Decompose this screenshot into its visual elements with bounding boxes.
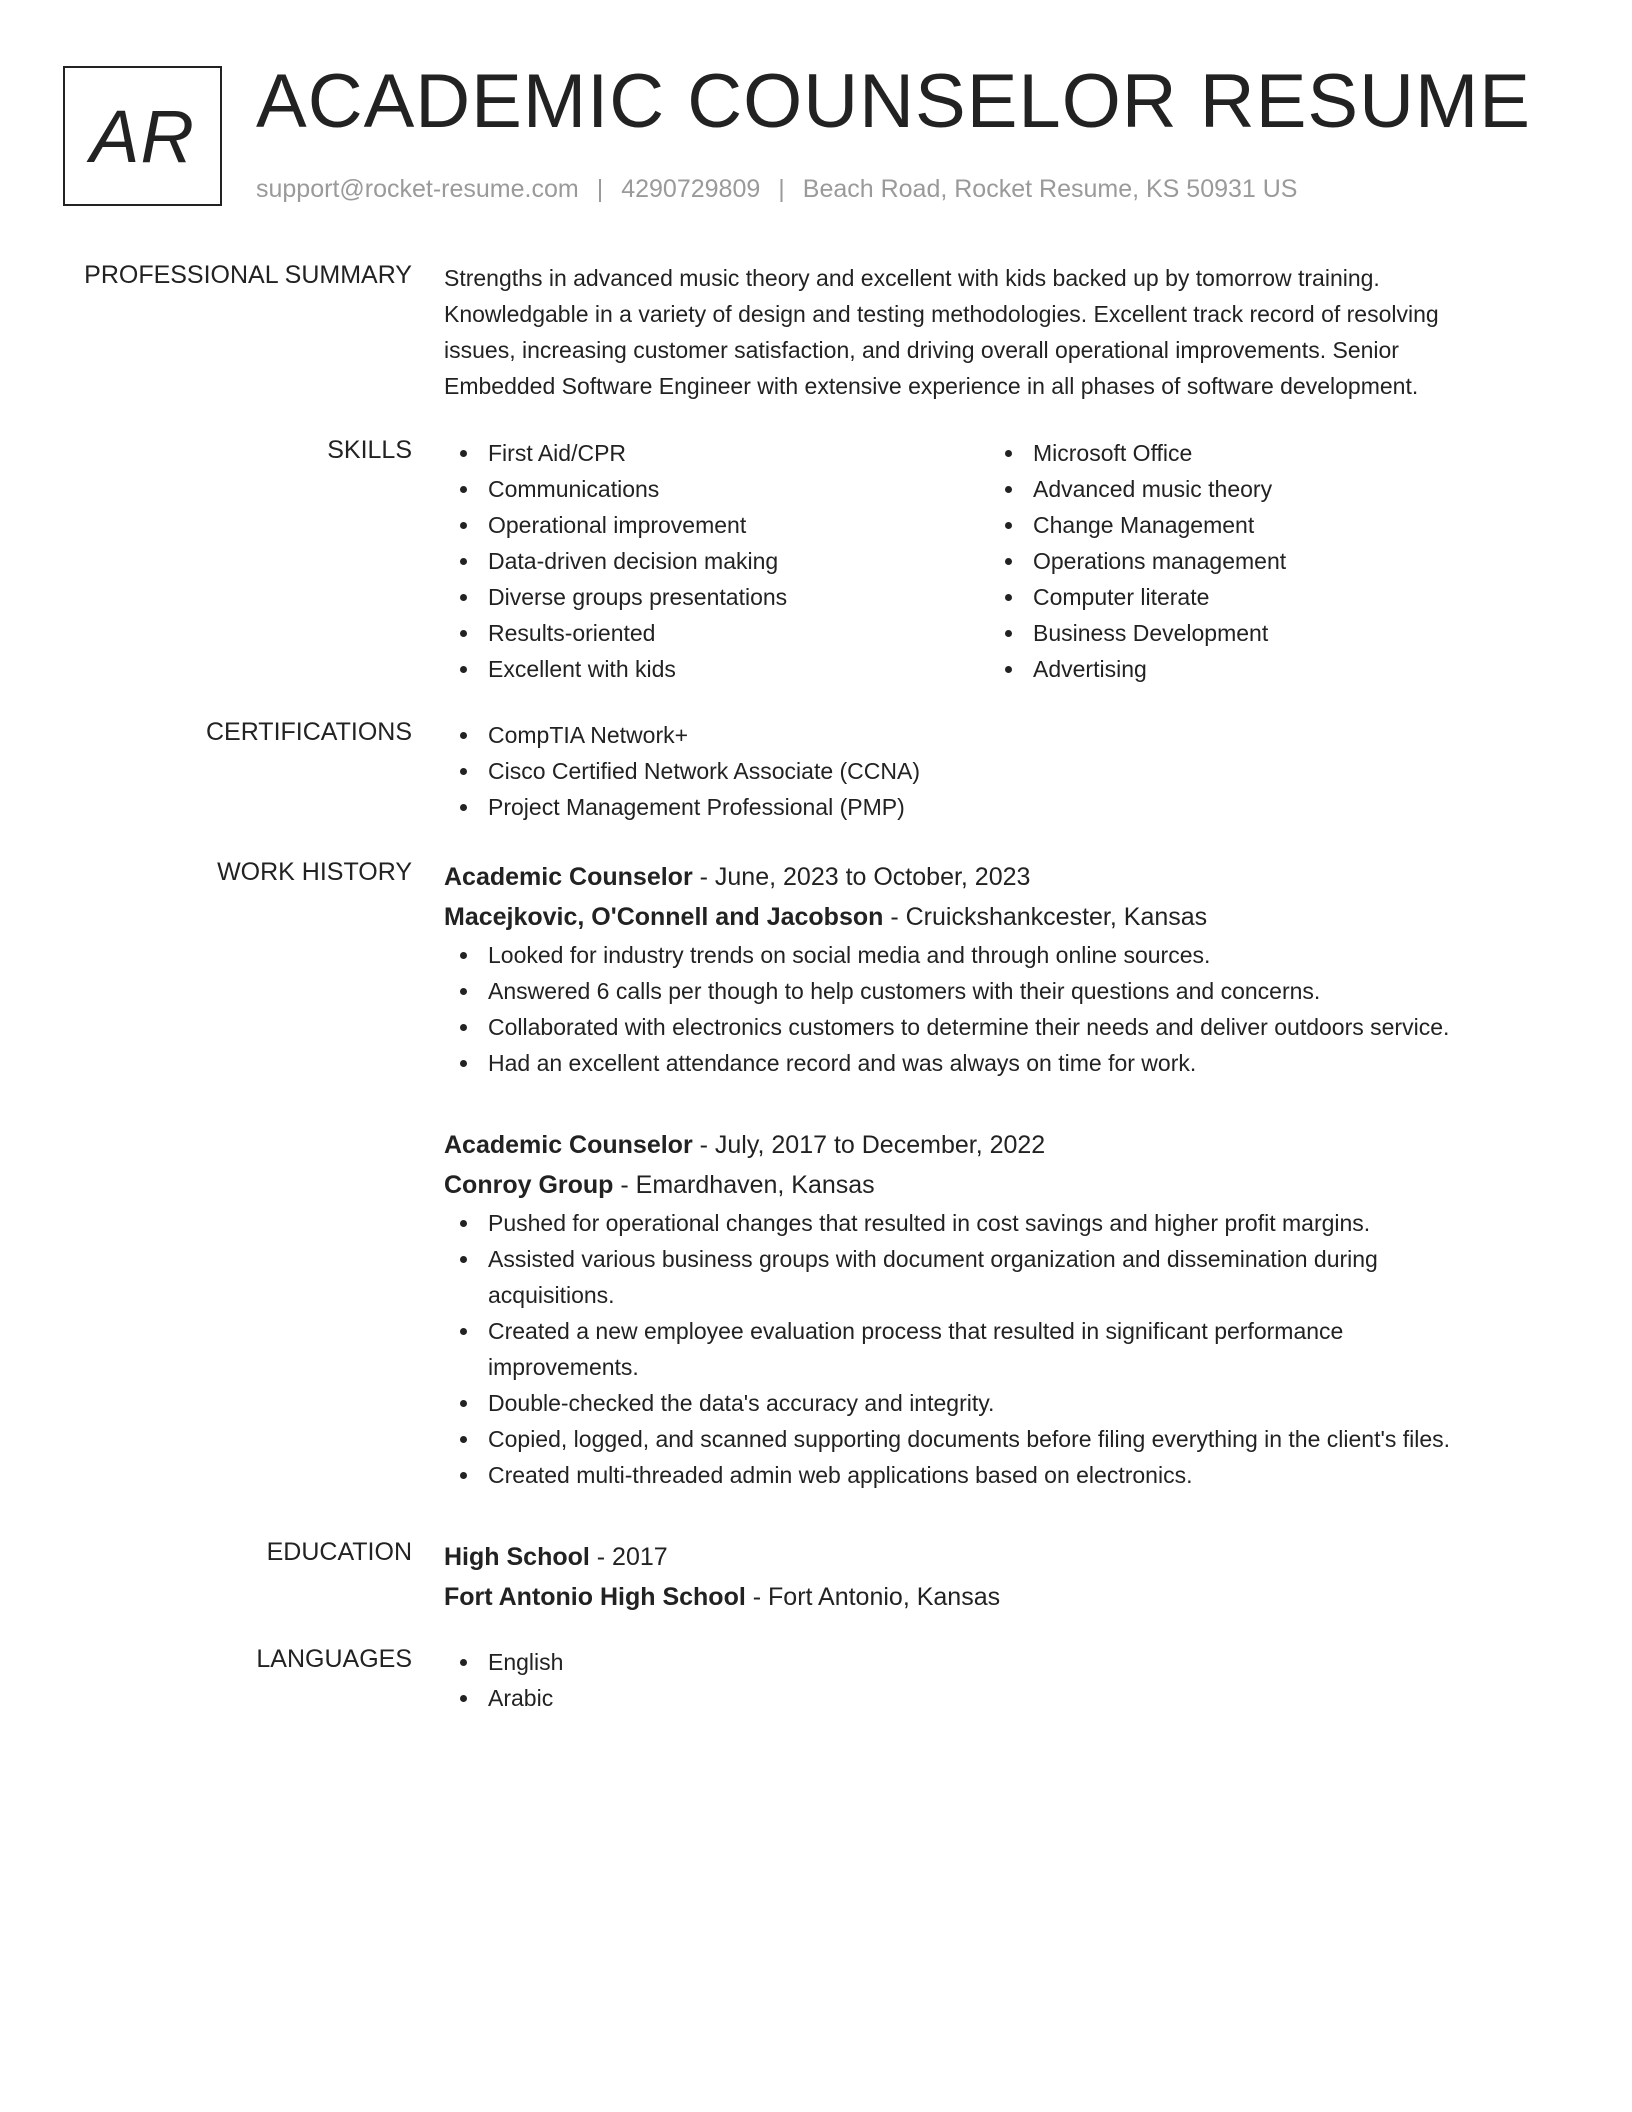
section-label-languages: LANGUAGES bbox=[256, 1645, 412, 1673]
section-label-summary: PROFESSIONAL SUMMARY bbox=[84, 261, 412, 289]
job-dates: - July, 2017 to December, 2022 bbox=[692, 1131, 1046, 1159]
languages-list bbox=[444, 1644, 1534, 1716]
contact-line bbox=[256, 174, 1297, 204]
job-bullet: Pushed for operational changes that resulted in cost savings and higher profit margins. bbox=[444, 1205, 1484, 1241]
summary-text bbox=[444, 260, 1534, 404]
skill-item: Business Development bbox=[989, 615, 1534, 651]
education-school: Fort Antonio High School bbox=[444, 1583, 746, 1611]
job-company: Macejkovic, O'Connell and Jacobson bbox=[444, 903, 884, 931]
job-title: Academic Counselor bbox=[444, 1131, 693, 1159]
section-label-education: EDUCATION bbox=[266, 1538, 412, 1566]
job-entry bbox=[444, 1125, 1534, 1493]
job-bullet: Looked for industry trends on social media and through online sources. bbox=[444, 937, 1534, 973]
job-dates: - June, 2023 to October, 2023 bbox=[692, 863, 1031, 891]
skills-column-left bbox=[444, 435, 989, 687]
contact-email: support@rocket-resume.com bbox=[256, 175, 579, 203]
skill-item: First Aid/CPR bbox=[444, 435, 989, 471]
contact-address: Beach Road, Rocket Resume, KS 50931 US bbox=[802, 175, 1298, 203]
monogram-logo: AR bbox=[63, 66, 222, 206]
job-location: - Cruickshankcester, Kansas bbox=[883, 903, 1208, 931]
skill-item: Results-oriented bbox=[444, 615, 989, 651]
certifications-list bbox=[444, 717, 1534, 825]
section-label-certifications: CERTIFICATIONS bbox=[205, 718, 412, 746]
summary-line: issues, increasing customer satisfaction, and driving overall operational improvements. Senior bbox=[444, 337, 1399, 363]
certification-item: Project Management Professional (PMP) bbox=[444, 789, 1534, 825]
job-bullet: Assisted various business groups with document organization and dissemination during acquisitions. bbox=[444, 1241, 1484, 1313]
job-bullet: Created a new employee evaluation process that resulted in significant performance improvements. bbox=[444, 1313, 1484, 1385]
summary-line: Strengths in advanced music theory and excellent with kids backed up by tomorrow training. bbox=[444, 265, 1380, 291]
skill-item: Operational improvement bbox=[444, 507, 989, 543]
job-title-line bbox=[444, 857, 1534, 897]
skill-item: Microsoft Office bbox=[989, 435, 1534, 471]
skill-item: Change Management bbox=[989, 507, 1534, 543]
contact-separator: | bbox=[596, 175, 604, 203]
job-title-line bbox=[444, 1125, 1534, 1165]
certification-item: CompTIA Network+ bbox=[444, 717, 1534, 753]
language-item: English bbox=[444, 1644, 1534, 1680]
job-company: Conroy Group bbox=[444, 1171, 614, 1199]
job-bullets bbox=[444, 937, 1534, 1081]
job-bullets bbox=[444, 1205, 1484, 1493]
job-entry bbox=[444, 857, 1534, 1081]
section-label-work: WORK HISTORY bbox=[217, 858, 412, 886]
summary-line: Embedded Software Engineer with extensive experience in all phases of software development. bbox=[444, 373, 1419, 399]
skills-column-right bbox=[989, 435, 1534, 687]
skills-list bbox=[444, 435, 1534, 687]
job-location: - Emardhaven, Kansas bbox=[613, 1171, 875, 1199]
job-bullet: Answered 6 calls per though to help customers with their questions and concerns. bbox=[444, 973, 1534, 1009]
job-bullet: Copied, logged, and scanned supporting documents before filing everything in the client's files. bbox=[444, 1421, 1484, 1457]
education-school-line bbox=[444, 1577, 1534, 1617]
education-entry bbox=[444, 1537, 1534, 1617]
education-degree-line bbox=[444, 1537, 1534, 1577]
skill-item: Excellent with kids bbox=[444, 651, 989, 687]
skill-item: Communications bbox=[444, 471, 989, 507]
job-bullet: Had an excellent attendance record and was always on time for work. bbox=[444, 1045, 1534, 1081]
summary-line: Knowledgable in a variety of design and testing methodologies. Excellent track record of resolving bbox=[444, 301, 1439, 327]
skill-item: Advertising bbox=[989, 651, 1534, 687]
education-degree: High School bbox=[444, 1543, 590, 1571]
page-title: ACADEMIC COUNSELOR RESUME bbox=[256, 59, 1531, 144]
contact-separator: | bbox=[778, 175, 785, 203]
skill-item: Advanced music theory bbox=[989, 471, 1534, 507]
job-bullet: Double-checked the data's accuracy and integrity. bbox=[444, 1385, 1484, 1421]
job-title: Academic Counselor bbox=[444, 863, 693, 891]
skill-item: Diverse groups presentations bbox=[444, 579, 989, 615]
certification-item: Cisco Certified Network Associate (CCNA) bbox=[444, 753, 1534, 789]
job-bullet: Created multi-threaded admin web applications based on electronics. bbox=[444, 1457, 1484, 1493]
language-item: Arabic bbox=[444, 1680, 1534, 1716]
education-location: - Fort Antonio, Kansas bbox=[745, 1583, 1001, 1611]
section-label-skills: SKILLS bbox=[327, 436, 412, 464]
education-year: - 2017 bbox=[589, 1543, 668, 1571]
skill-item: Operations management bbox=[989, 543, 1534, 579]
skill-item: Data-driven decision making bbox=[444, 543, 989, 579]
job-bullet: Collaborated with electronics customers to determine their needs and deliver outdoors service. bbox=[444, 1009, 1534, 1045]
job-company-line bbox=[444, 1165, 1534, 1205]
job-company-line bbox=[444, 897, 1534, 937]
contact-phone: 4290729809 bbox=[621, 175, 761, 203]
skill-item: Computer literate bbox=[989, 579, 1534, 615]
